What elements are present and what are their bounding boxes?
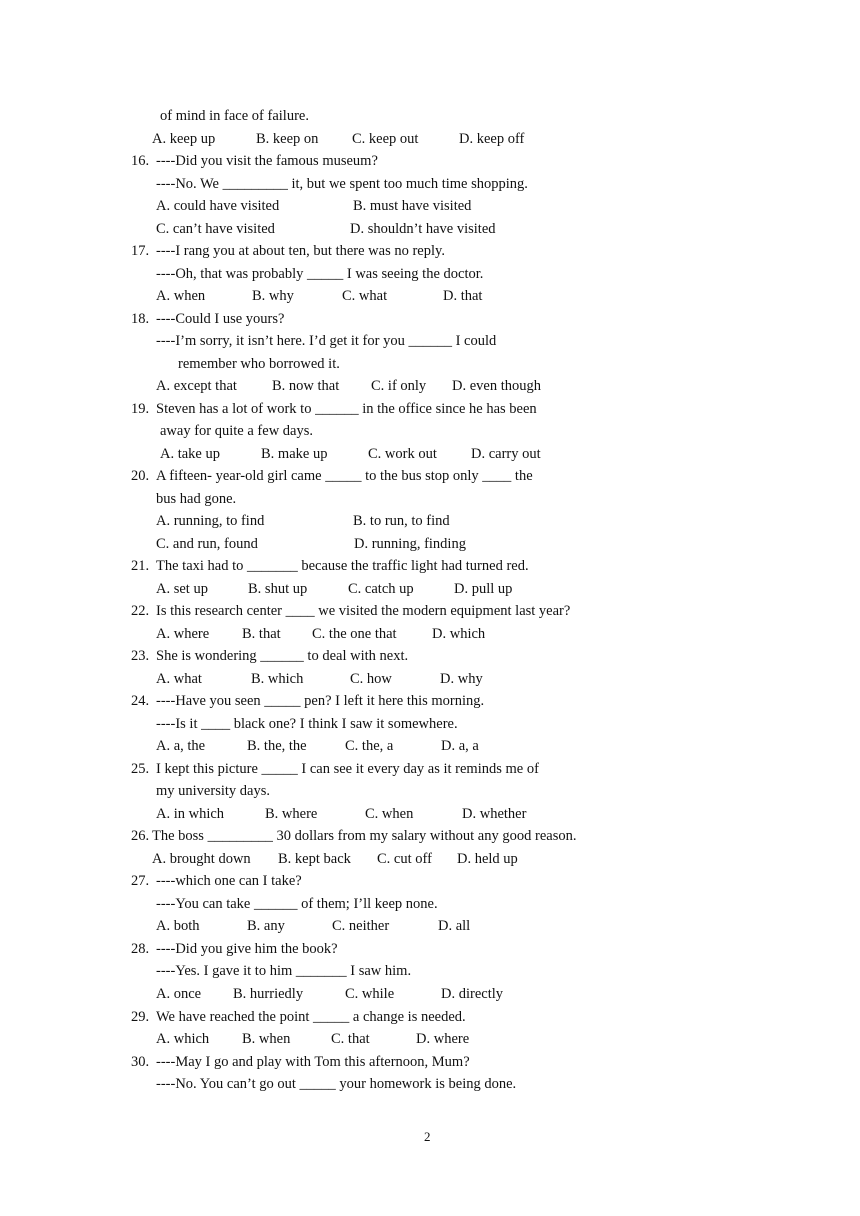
q25-option-d: D. whether (462, 806, 527, 822)
q19-option-a: A. take up (160, 446, 220, 462)
q25-option-b: B. where (265, 806, 318, 822)
q19-option-b: B. make up (261, 446, 328, 462)
q24-number: 24. (131, 693, 150, 709)
q19-line1: Steven has a lot of work to ______ in the office since he has been (156, 401, 537, 417)
q15-continuation: of mind in face of failure. (160, 108, 309, 124)
q21-number: 21. (131, 558, 150, 574)
q15-option-c: C. keep out (352, 131, 419, 147)
q19-option-d: D. carry out (471, 446, 541, 462)
q20-option-a: A. running, to find (156, 513, 265, 529)
q20-option-d: D. running, finding (354, 536, 466, 552)
q18-option-b: B. now that (272, 378, 340, 394)
q17-line1: ----I rang you at about ten, but there was no reply. (156, 243, 445, 259)
q25-line2: my university days. (156, 783, 270, 799)
q29-option-b: B. when (242, 1031, 291, 1047)
q16-option-a: A. could have visited (156, 198, 280, 214)
q28-option-b: B. hurriedly (233, 986, 304, 1002)
q28-line1: ----Did you give him the book? (156, 941, 338, 957)
q27-option-c: C. neither (332, 918, 390, 934)
q23-option-d: D. why (440, 671, 483, 687)
q27-line2: ----You can take ______ of them; I’ll keep none. (156, 896, 438, 912)
q30-number: 30. (131, 1054, 150, 1070)
q16-option-c: C. can’t have visited (156, 221, 275, 237)
q21-option-a: A. set up (156, 581, 208, 597)
q22-line1: Is this research center ____ we visited the modern equipment last year? (156, 603, 571, 619)
q29-option-d: D. where (416, 1031, 470, 1047)
q25-line1: I kept this picture _____ I can see it every day as it reminds me of (156, 761, 539, 777)
q27-option-b: B. any (247, 918, 285, 934)
q27-number: 27. (131, 873, 150, 889)
q22-option-b: B. that (242, 626, 281, 642)
q16-line1: ----Did you visit the famous museum? (156, 153, 378, 169)
q18-line1: ----Could I use yours? (156, 311, 285, 327)
q25-number: 25. (131, 761, 150, 777)
q19-option-c: C. work out (368, 446, 437, 462)
q21-option-c: C. catch up (348, 581, 414, 597)
q17-option-b: B. why (252, 288, 294, 304)
q21-option-d: D. pull up (454, 581, 513, 597)
q15-option-d: D. keep off (459, 131, 525, 147)
q20-option-c: C. and run, found (156, 536, 258, 552)
q24-line2: ----Is it ____ black one? I think I saw it somewhere. (156, 716, 458, 732)
q17-option-a: A. when (156, 288, 206, 304)
q26-number: 26. (131, 828, 150, 844)
q30-line1: ----May I go and play with Tom this afternoon, Mum? (156, 1054, 470, 1070)
page-number: 2 (424, 1129, 431, 1144)
q25-option-c: C. when (365, 806, 414, 822)
q29-line1: We have reached the point _____ a change is needed. (156, 1009, 466, 1025)
q22-number: 22. (131, 603, 150, 619)
q15-option-b: B. keep on (256, 131, 319, 147)
q27-line1: ----which one can I take? (156, 873, 302, 889)
q28-option-d: D. directly (441, 986, 504, 1002)
q30-line2: ----No. You can’t go out _____ your homework is being done. (156, 1076, 517, 1092)
q24-option-c: C. the, a (345, 738, 394, 754)
q16-option-b: B. must have visited (353, 198, 472, 214)
q21-option-b: B. shut up (248, 581, 308, 597)
q26-line1: The boss _________ 30 dollars from my salary without any good reason. (152, 828, 577, 844)
q28-line2: ----Yes. I gave it to him _______ I saw him. (156, 963, 412, 979)
q17-option-d: D. that (443, 288, 483, 304)
q18-line3: remember who borrowed it. (178, 356, 340, 372)
q18-line2: ----I’m sorry, it isn’t here. I’d get it for you ______ I could (156, 333, 497, 349)
q18-option-a: A. except that (156, 378, 237, 394)
q18-option-c: C. if only (371, 378, 427, 394)
q22-option-a: A. where (156, 626, 210, 642)
q15-option-a: A. keep up (152, 131, 216, 147)
q20-line1: A fifteen- year-old girl came _____ to the bus stop only ____ the (156, 468, 533, 484)
q22-option-c: C. the one that (312, 626, 397, 642)
q29-number: 29. (131, 1009, 150, 1025)
q18-option-d: D. even though (452, 378, 541, 394)
q23-option-a: A. what (156, 671, 202, 687)
q19-line2: away for quite a few days. (160, 423, 313, 439)
q16-option-d: D. shouldn’t have visited (350, 221, 496, 237)
q26-option-c: C. cut off (377, 851, 432, 867)
q23-line1: She is wondering ______ to deal with next. (156, 648, 409, 664)
q28-option-a: A. once (156, 986, 202, 1002)
q28-number: 28. (131, 941, 150, 957)
q17-number: 17. (131, 243, 150, 259)
q24-option-a: A. a, the (156, 738, 206, 754)
q23-option-b: B. which (251, 671, 304, 687)
q20-number: 20. (131, 468, 150, 484)
q18-number: 18. (131, 311, 150, 327)
q27-option-a: A. both (156, 918, 200, 934)
q26-option-a: A. brought down (152, 851, 251, 867)
q28-option-c: C. while (345, 986, 395, 1002)
q27-option-d: D. all (438, 918, 471, 934)
q23-option-c: C. how (350, 671, 392, 687)
q26-option-d: D. held up (457, 851, 518, 867)
q25-option-a: A. in which (156, 806, 225, 822)
q16-line2: ----No. We _________ it, but we spent too much time shopping. (156, 176, 528, 192)
q17-line2: ----Oh, that was probably _____ I was seeing the doctor. (156, 266, 484, 282)
q24-line1: ----Have you seen _____ pen? I left it here this morning. (156, 693, 485, 709)
q20-line2: bus had gone. (156, 491, 237, 507)
q21-line1: The taxi had to _______ because the traffic light had turned red. (156, 558, 529, 574)
q17-option-c: C. what (342, 288, 388, 304)
q29-option-c: C. that (331, 1031, 370, 1047)
q19-number: 19. (131, 401, 150, 417)
q29-option-a: A. which (156, 1031, 210, 1047)
q24-option-b: B. the, the (247, 738, 307, 754)
q22-option-d: D. which (432, 626, 486, 642)
q24-option-d: D. a, a (441, 738, 479, 754)
q23-number: 23. (131, 648, 150, 664)
q16-number: 16. (131, 153, 150, 169)
q20-option-b: B. to run, to find (353, 513, 450, 529)
q26-option-b: B. kept back (278, 851, 351, 867)
